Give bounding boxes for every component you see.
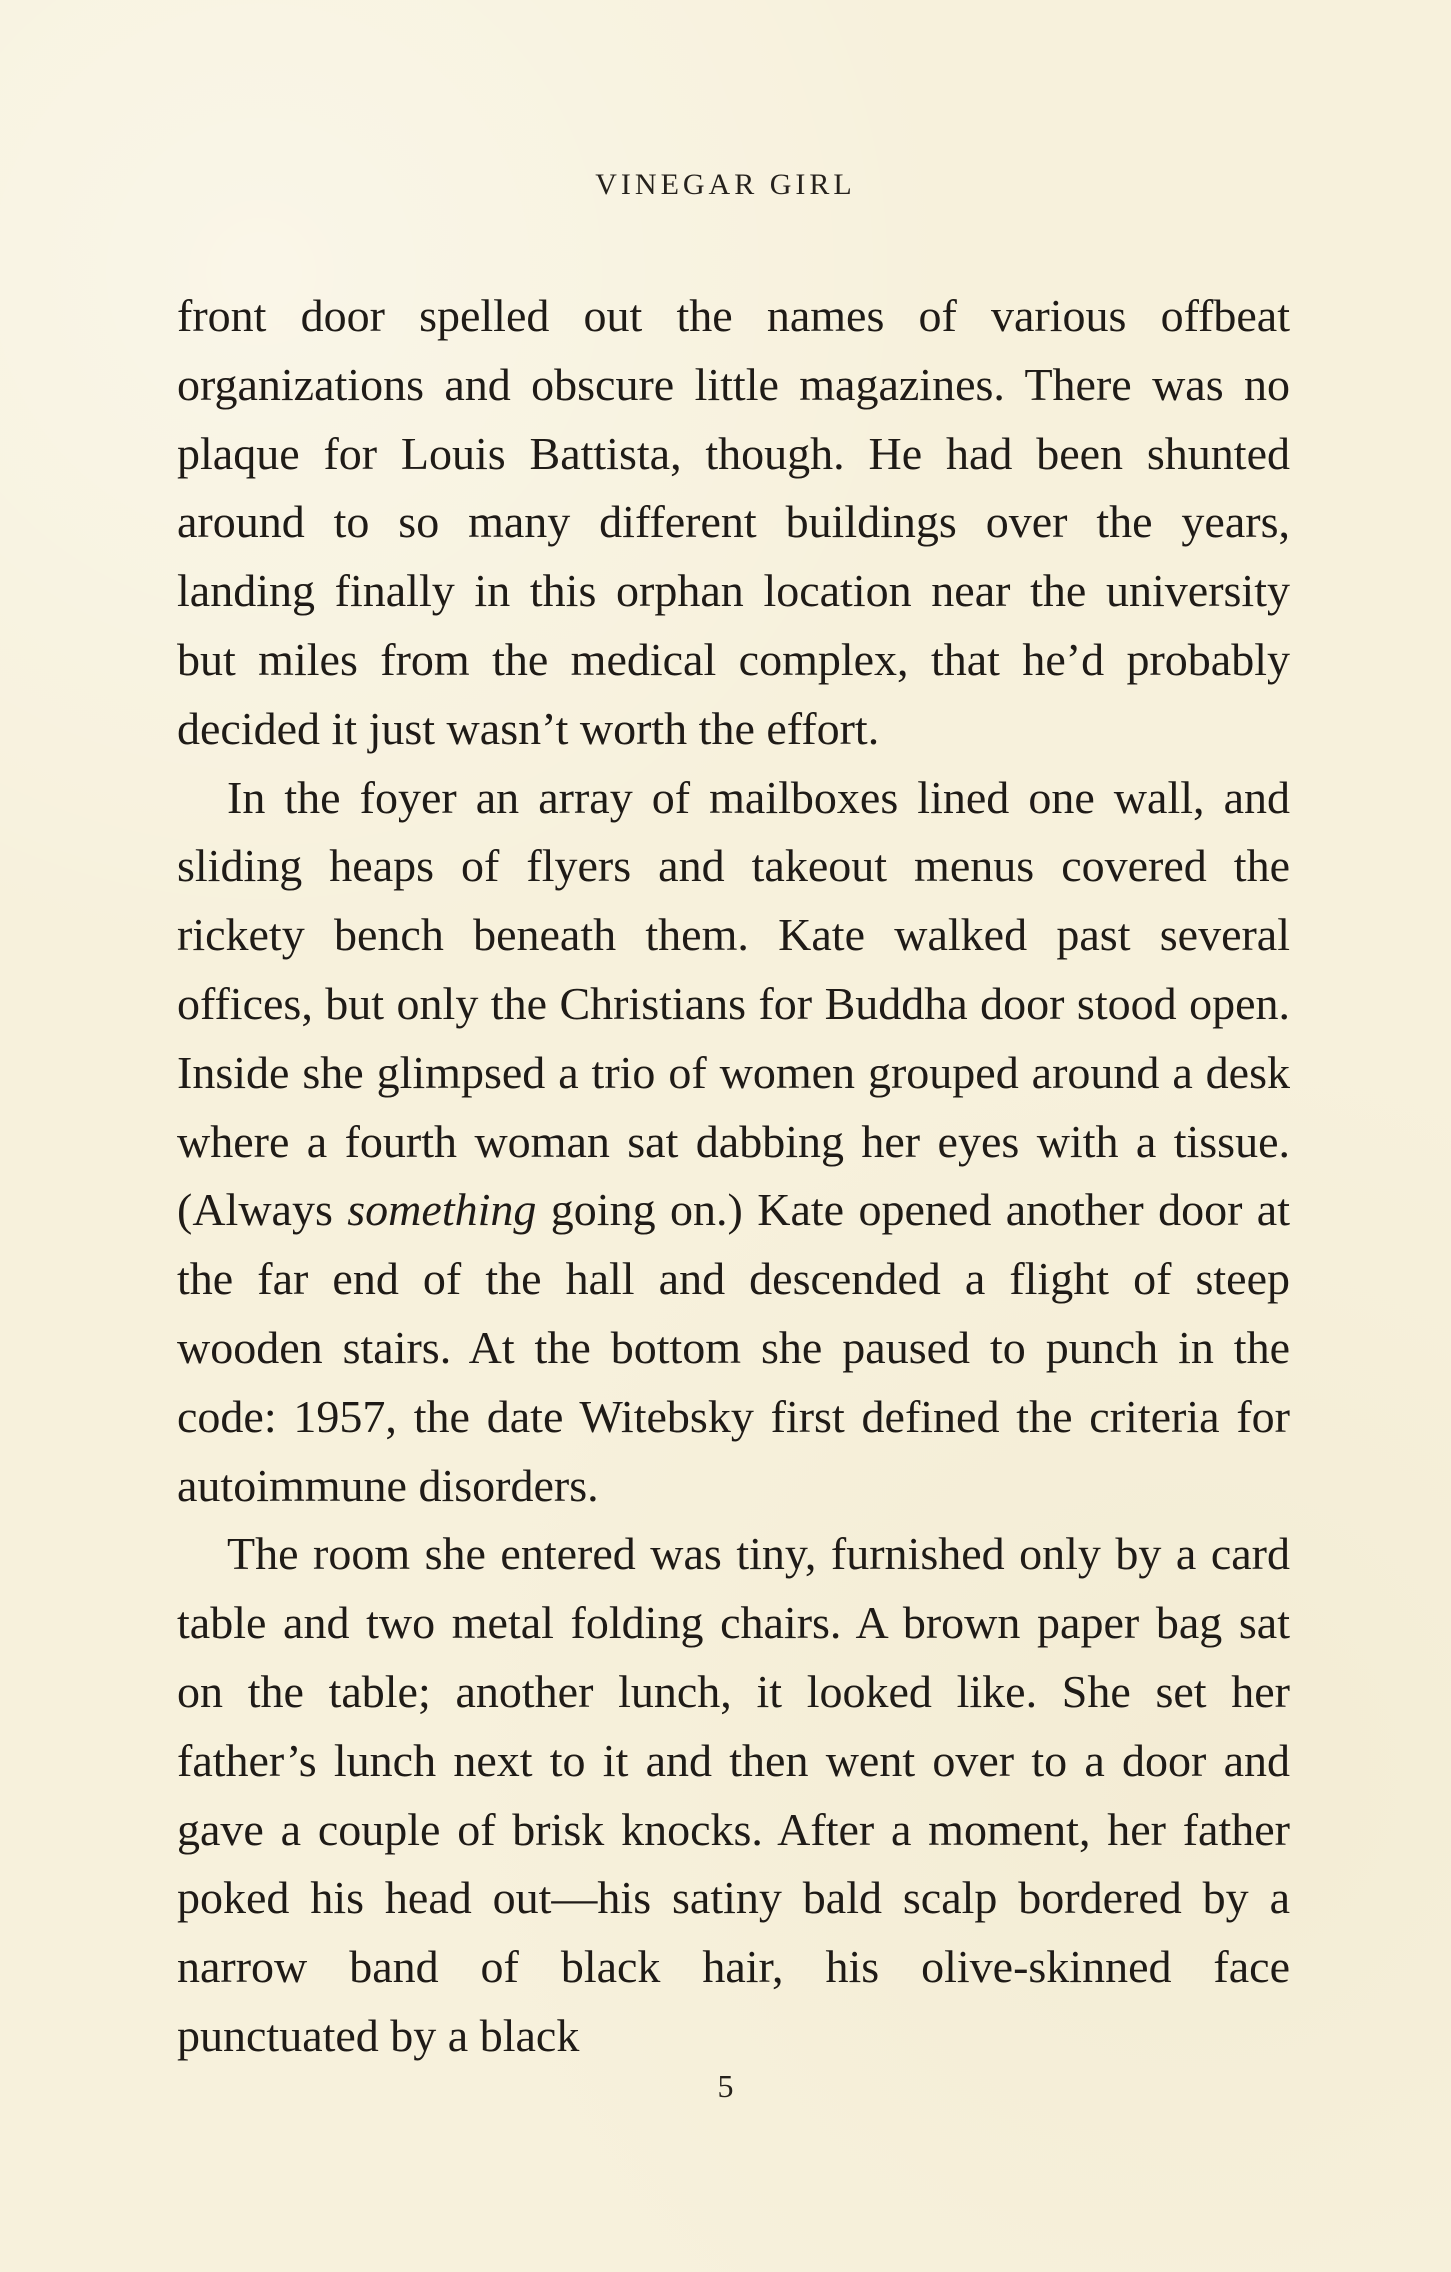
paragraph-2	[177, 764, 1290, 1521]
paragraph-2-text-end: going on.) Kate opened another door at the far end of the hall and descended a flight of steep wooden stairs. At the bottom she paused to punch in the code: 1957, the date Witebsky first defined the criteria for autoimmune disorders.	[177, 1184, 1291, 1511]
running-head: VINEGAR GIRL	[595, 168, 856, 201]
page-body	[177, 282, 1290, 2071]
page-number: 5	[717, 2068, 734, 2104]
paragraph-1: front door spelled out the names of various offbeat organizations and obscure little magazines. There was no plaque for Louis Battista, though. He had been shunted around to so many different buildings over the years, landing finally in this orphan location near the university but miles from the medical complex, that he’d probably decided it just wasn’t worth the effort.	[177, 290, 1290, 754]
paragraph-2-italic-word: something	[347, 1184, 537, 1236]
paragraph-2-text-start: In the foyer an array of mailboxes lined one wall, and sliding heaps of flyers and takeout menus covered the rickety bench beneath them. Kate walked past several offices, but only the Christians for Buddha door stood open. Inside she glimpsed a trio of women grouped around a desk where a fourth woman sat dabbing her eyes with a tissue. (Always	[177, 771, 1290, 1236]
paragraph-3: The room she entered was tiny, furnished only by a card table and two metal folding chairs. A brown paper bag sat on the table; another lunch, it looked like. She set her father’s lunch next to it and then went over to a door and gave a couple of brisk knocks. After a moment, her father poked his head out—his satiny bald scalp bordered by a narrow band of black hair, his olive-skinned face punctuated by a black	[177, 1528, 1290, 2061]
